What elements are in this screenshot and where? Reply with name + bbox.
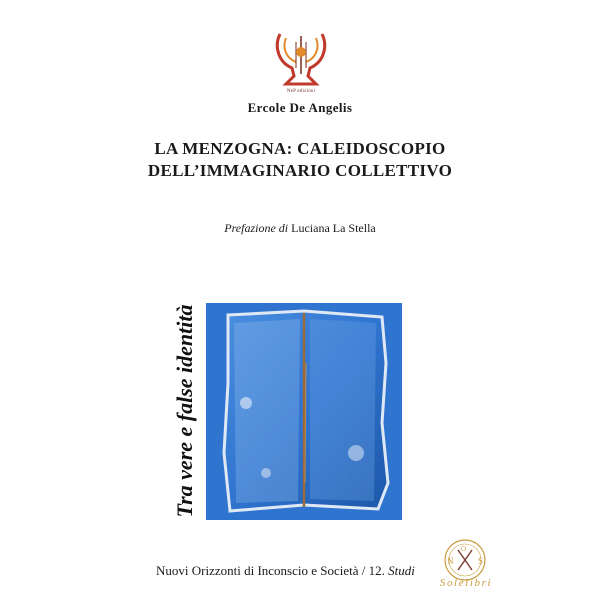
preface-author: Luciana La Stella xyxy=(291,221,376,235)
seal-letter-s: S xyxy=(478,556,484,566)
nos-seal-icon xyxy=(438,538,492,582)
series-line xyxy=(156,563,415,579)
blue-canvas-artwork-icon xyxy=(206,303,402,520)
seal-letter-n: N xyxy=(447,556,454,566)
series-studi: Studi xyxy=(388,563,415,578)
publisher-logo xyxy=(272,28,330,90)
title-line-2: DELL’IMMAGINARIO COLLETTIVO xyxy=(147,161,453,180)
seal-letter-o: O xyxy=(461,545,467,553)
logo-caption: NeP edizioni xyxy=(286,89,316,94)
imprint-seal xyxy=(438,538,492,582)
lyre-logo-icon xyxy=(272,28,330,90)
preface-label: Prefazione di xyxy=(224,221,289,235)
author-name: Ercole De Angelis xyxy=(247,100,353,115)
book-title xyxy=(0,138,600,182)
title-line-1: LA MENZOGNA: CALEIDOSCOPIO xyxy=(154,139,446,158)
subtitle-column xyxy=(160,300,210,522)
cover-artwork xyxy=(206,303,402,520)
imprint-name: Solelibri xyxy=(439,577,493,589)
series-text: Nuovi Orizzonti di Inconscio e Società / 12. xyxy=(156,563,389,578)
preface-credit xyxy=(0,221,600,236)
vertical-subtitle: Tra vere e false identità xyxy=(172,304,197,518)
